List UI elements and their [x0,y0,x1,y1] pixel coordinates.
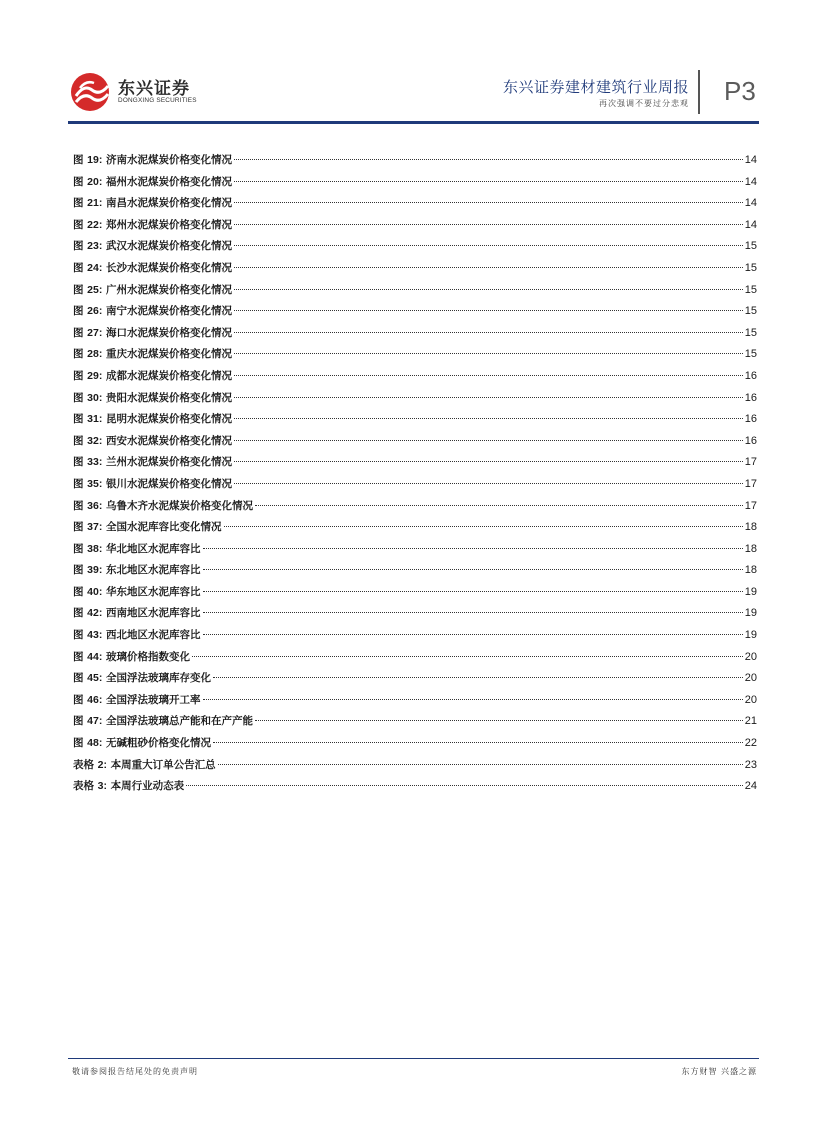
toc-leader-dots [234,375,743,376]
toc-leader-dots [234,332,743,333]
toc-entry-page: 16 [744,434,757,447]
toc-entry-number: 36: [87,499,103,512]
toc-entry-title: 全国浮法玻璃总产能和在产产能 [106,715,253,728]
toc-entry-title: 玻璃价格指数变化 [106,650,190,663]
toc-entry[interactable] [73,670,757,692]
toc-entry-page: 14 [744,218,757,231]
toc-entry-label [73,325,232,340]
toc-entry-label [73,195,232,210]
toc-entry[interactable] [73,217,757,239]
toc-entry-number: 44: [87,650,103,663]
toc-entry-title: 本周行业动态表 [110,780,185,793]
toc-entry-prefix: 图 [73,715,84,728]
toc-entry-prefix: 图 [73,607,84,620]
toc-entry-number: 28: [87,348,103,361]
toc-entry-page: 16 [744,413,757,426]
toc-entry-number: 43: [87,629,103,642]
toc-entry-title: 华北地区水泥库容比 [106,542,201,555]
toc-entry-title: 西南地区水泥库容比 [106,607,201,620]
toc-entry-number: 35: [87,477,103,490]
toc-entry[interactable] [73,519,757,541]
toc-entry-prefix: 图 [73,564,84,577]
toc-leader-dots [203,548,743,549]
toc-entry-label [73,368,232,383]
toc-entry-page: 19 [744,607,757,620]
toc-entry-number: 2: [97,758,107,771]
toc-entry-title: 济南水泥煤炭价格变化情况 [106,154,232,166]
toc-entry-number: 21: [87,197,103,210]
toc-entry-prefix: 图 [73,175,84,188]
logo-chinese-name: 东兴证券 [118,79,190,99]
toc-entry[interactable] [73,649,757,671]
toc-entry-label [73,174,232,189]
toc-entry[interactable] [73,303,757,325]
toc-leader-dots [203,591,743,592]
toc-entry-label [73,541,201,556]
toc-entry-number: 33: [87,456,103,469]
toc-leader-dots [234,245,743,246]
toc-leader-dots [186,785,743,786]
toc-entry-title: 无碱粗砂价格变化情况 [106,737,211,750]
toc-entry[interactable] [73,605,757,627]
toc-entry-title: 西安水泥煤炭价格变化情况 [106,434,232,447]
toc-leader-dots [234,181,743,182]
toc-entry-number: 45: [87,672,103,685]
toc-entry-prefix: 图 [73,413,84,426]
toc-entry-title: 全国浮法玻璃开工率 [106,693,201,706]
toc-entry-title: 贵阳水泥煤炭价格变化情况 [106,391,232,404]
toc-entry-page: 14 [744,154,757,166]
toc-entry-page: 15 [744,240,757,253]
toc-entry-title: 银川水泥煤炭价格变化情况 [106,477,232,490]
toc-leader-dots [234,267,743,268]
toc-entry[interactable] [73,498,757,520]
toc-entry-prefix: 图 [73,305,84,318]
toc-entry-label [73,713,253,728]
toc-entry-label [73,433,232,448]
toc-entry[interactable] [73,735,757,757]
report-subtitle: 再次强调不要过分悲观 [599,99,689,108]
toc-leader-dots [213,742,743,743]
toc-leader-dots [234,483,743,484]
toc-leader-dots [192,656,743,657]
toc-entry[interactable] [73,433,757,455]
toc-entry-label [73,519,222,534]
toc-entry-page: 20 [744,650,757,663]
toc-entry-page: 19 [744,585,757,598]
toc-entry-label [73,346,232,361]
toc-leader-dots [213,677,743,678]
toc-entry-page: 18 [744,521,757,534]
toc-entry-title: 华东地区水泥库容比 [106,585,201,598]
toc-entry-label [73,260,232,275]
toc-entry-title: 南昌水泥煤炭价格变化情况 [106,197,232,210]
toc-entry-page: 21 [744,715,757,728]
toc-entry-page: 23 [744,758,757,771]
toc-entry-title: 东北地区水泥库容比 [106,564,201,577]
toc-leader-dots [255,720,743,721]
footer-disclaimer: 敬请参阅报告结尾处的免责声明 [72,1067,198,1076]
toc-entry-title: 重庆水泥煤炭价格变化情况 [106,348,232,361]
dongxing-logo-icon [70,72,114,112]
toc-entry-number: 26: [87,305,103,318]
toc-entry-number: 38: [87,542,103,555]
toc-entry[interactable] [73,195,757,217]
toc-leader-dots [203,612,743,613]
toc-entry-title: 长沙水泥煤炭价格变化情况 [106,261,232,274]
toc-entry-label [73,217,232,232]
toc-entry-number: 42: [87,607,103,620]
toc-entry-title: 乌鲁木齐水泥煤炭价格变化情况 [106,499,253,512]
toc-entry-page: 15 [744,305,757,318]
toc-entry-number: 25: [87,283,103,296]
toc-entry-page: 14 [744,197,757,210]
toc-entry-page: 18 [744,542,757,555]
toc-entry-label [73,282,232,297]
toc-entry[interactable] [73,174,757,196]
toc-entry-prefix: 图 [73,348,84,361]
toc-entry-prefix: 图 [73,240,84,253]
toc-entry-label [73,670,211,685]
toc-entry-label [73,303,232,318]
toc-entry-prefix: 图 [73,585,84,598]
toc-entry-title: 昆明水泥煤炭价格变化情况 [106,413,232,426]
toc-entry-prefix: 图 [73,261,84,274]
toc-entry[interactable] [73,757,757,779]
toc-entry-prefix: 图 [73,456,84,469]
toc-entry[interactable] [73,541,757,563]
toc-entry-label [73,390,232,405]
toc-entry-label [73,605,201,620]
toc-entry-label [73,476,232,491]
toc-entry-number: 23: [87,240,103,253]
toc-leader-dots [234,159,743,160]
toc-leader-dots [203,569,743,570]
toc-entry-page: 16 [744,391,757,404]
toc-entry-page: 15 [744,261,757,274]
toc-entry-page: 24 [744,780,757,793]
toc-entry-prefix: 图 [73,521,84,534]
toc-leader-dots [234,353,743,354]
toc-entry-prefix: 图 [73,629,84,642]
toc-entry-number: 47: [87,715,103,728]
toc-entry-label [73,411,232,426]
toc-entry-prefix: 图 [73,391,84,404]
toc-entry-label [73,584,201,599]
toc-entry-number: 27: [87,326,103,339]
toc-entry-label [73,562,201,577]
footer-rule [68,1058,759,1059]
toc-entry[interactable] [73,454,757,476]
toc-entry-title: 广州水泥煤炭价格变化情况 [106,283,232,296]
toc-entry[interactable] [73,368,757,390]
toc-entry[interactable] [73,390,757,412]
toc-entry-title: 武汉水泥煤炭价格变化情况 [106,240,232,253]
toc-entry-prefix: 图 [73,326,84,339]
header-divider [698,70,700,114]
toc-entry-label [73,627,201,642]
toc-entry-title: 南宁水泥煤炭价格变化情况 [106,305,232,318]
toc-entry-prefix: 图 [73,477,84,490]
toc-leader-dots [234,418,743,419]
footer-slogan: 东方财智 兴盛之源 [681,1067,757,1076]
toc-entry-prefix: 图 [73,369,84,382]
toc-entry-page: 17 [744,456,757,469]
toc-entry-title: 西北地区水泥库容比 [106,629,201,642]
toc-entry-prefix: 图 [73,542,84,555]
toc-leader-dots [234,397,743,398]
toc-entry-number: 22: [87,218,103,231]
toc-entry[interactable] [73,282,757,304]
report-title: 东兴证券建材建筑行业周报 [502,78,689,96]
toc-entry-title: 全国浮法玻璃库存变化 [106,672,211,685]
toc-entry-label [73,454,232,469]
toc-entry-label [73,152,232,167]
toc-entry-page: 14 [744,175,757,188]
figure-table-of-contents [73,152,757,800]
toc-entry-title: 福州水泥煤炭价格变化情况 [106,175,232,188]
toc-entry[interactable] [73,584,757,606]
toc-entry-number: 46: [87,693,103,706]
toc-entry-number: 32: [87,434,103,447]
toc-entry-prefix: 图 [73,283,84,296]
toc-entry[interactable] [73,238,757,260]
toc-entry-number: 48: [87,737,103,750]
toc-entry-prefix: 图 [73,693,84,706]
toc-leader-dots [234,461,743,462]
toc-entry[interactable] [73,346,757,368]
toc-entry-label [73,757,216,772]
toc-leader-dots [234,202,743,203]
toc-entry-label [73,692,201,707]
toc-entry-prefix: 表格 [73,758,94,771]
toc-entry[interactable] [73,627,757,649]
toc-entry-page: 20 [744,672,757,685]
toc-entry-number: 31: [87,413,103,426]
toc-entry-title: 本周重大订单公告汇总 [110,758,216,771]
toc-entry-number: 37: [87,521,103,534]
toc-entry-page: 15 [744,326,757,339]
logo-english-name: DONGXING SECURITIES [118,97,197,104]
toc-leader-dots [224,526,743,527]
toc-entry-number: 20: [87,175,103,188]
toc-entry-title: 兰州水泥煤炭价格变化情况 [106,456,232,469]
toc-entry-page: 16 [744,369,757,382]
toc-leader-dots [234,440,743,441]
toc-entry-page: 19 [744,629,757,642]
toc-entry-number: 29: [87,369,103,382]
toc-leader-dots [203,699,743,700]
toc-entry-page: 17 [744,499,757,512]
toc-entry[interactable] [73,692,757,714]
toc-entry-prefix: 图 [73,737,84,750]
toc-entry-number: 40: [87,585,103,598]
toc-entry[interactable] [73,476,757,498]
toc-entry-number: 39: [87,564,103,577]
toc-entry-prefix: 图 [73,499,84,512]
toc-entry-number: 24: [87,261,103,274]
toc-entry-label [73,498,253,513]
toc-entry-title: 成都水泥煤炭价格变化情况 [106,369,232,382]
toc-entry[interactable] [73,260,757,282]
toc-entry-number: 3: [97,780,107,793]
toc-entry-page: 20 [744,693,757,706]
toc-entry[interactable] [73,778,757,800]
toc-leader-dots [234,310,743,311]
toc-entry-prefix: 图 [73,218,84,231]
toc-entry[interactable] [73,411,757,433]
toc-leader-dots [203,634,743,635]
toc-entry-prefix: 图 [73,650,84,663]
toc-leader-dots [255,505,743,506]
toc-entry-prefix: 图 [73,154,84,166]
toc-entry-prefix: 图 [73,672,84,685]
toc-leader-dots [218,764,743,765]
toc-leader-dots [234,289,743,290]
toc-entry[interactable] [73,325,757,347]
toc-entry-label [73,238,232,253]
toc-entry-prefix: 图 [73,197,84,210]
toc-entry-page: 15 [744,348,757,361]
toc-entry-page: 18 [744,564,757,577]
toc-entry-title: 郑州水泥煤炭价格变化情况 [106,218,232,231]
toc-leader-dots [234,224,743,225]
toc-entry-prefix: 图 [73,434,84,447]
toc-entry-label [73,778,184,793]
toc-entry-title: 海口水泥煤炭价格变化情况 [106,326,232,339]
toc-entry-page: 22 [744,737,757,750]
toc-entry-title: 全国水泥库容比变化情况 [106,521,222,534]
toc-entry[interactable] [73,152,757,174]
toc-entry-number: 30: [87,391,103,404]
toc-entry-number: 19: [87,154,103,166]
toc-entry-label [73,649,190,664]
company-logo [70,72,240,112]
toc-entry-page: 15 [744,283,757,296]
toc-entry[interactable] [73,713,757,735]
toc-entry-label [73,735,211,750]
toc-entry-page: 17 [744,477,757,490]
toc-entry[interactable] [73,562,757,584]
toc-entry-prefix: 表格 [73,780,94,793]
header-rule [68,121,759,124]
page-number: P3 [724,76,756,106]
